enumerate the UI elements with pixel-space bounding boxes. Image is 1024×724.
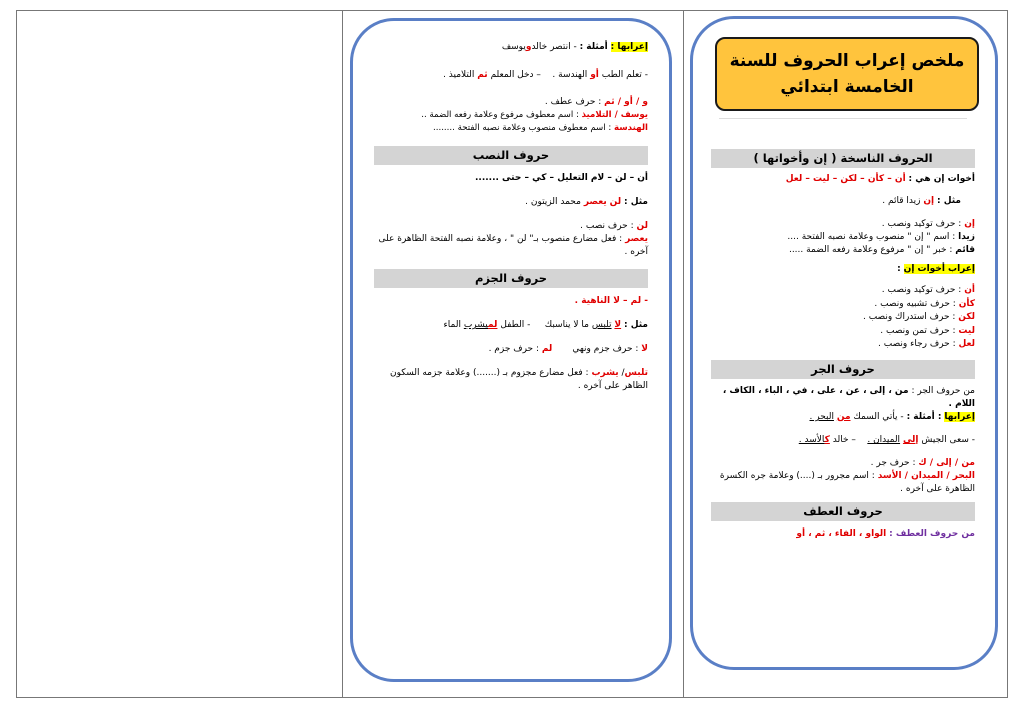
nasb-irab-1: لن : حرف نصب .: [580, 221, 648, 231]
sister-irab-item: أن : حرف توكيد ونصب .: [881, 285, 975, 295]
nasikha-irab-1: إن : حرف توكيد ونصب .: [881, 219, 975, 229]
jarr-examples-line-2: - سعى الجيش إلى الميدان . – خالد كالأسد .: [798, 434, 975, 445]
sister-irab-item: لكن : حرف استدراك ونصب .: [862, 312, 975, 323]
jazm-list: - لم – لا الناهية .: [574, 296, 648, 306]
section-heading-nasikha: الحروف الناسخة ( إن وأخواتها ): [711, 149, 975, 168]
jarr-irab-2: البحر / الميدان / الأسد : اسم مجرور بـ (....) وعلامة جره الكسرة الظاهرة على آخره .: [719, 470, 975, 494]
section-heading-jarr: حروف الجر: [711, 360, 975, 379]
column-divider-right: [683, 10, 684, 698]
atf-examples-line-2: - تعلم الطب أو الهندسة . – دخل المعلم ثم التلاميذ .: [443, 70, 648, 80]
section-heading-atf: حروف العطف: [711, 502, 975, 521]
title-line-1: ملخص إعراب الحروف للسنة: [729, 51, 965, 71]
jarr-irab-1: من / إلى / ك : حرف جر .: [870, 457, 975, 468]
right-panel-content: [711, 118, 975, 541]
jarr-examples-line: إعرابها : أمثلة : - يأتي السمك من البحر .: [809, 411, 975, 422]
nasikha-irab-3: قائم : خبر " إن " مرفوع وعلامة رفعه الضمة .....: [788, 245, 975, 255]
section-heading-nasb: حروف النصب: [374, 146, 648, 165]
sisters-irab-heading: إعراب أخوات إن :: [897, 264, 975, 274]
sisters-irab-list: [711, 284, 975, 352]
section-heading-jazm: حروف الجزم: [374, 269, 648, 288]
atf-irab-3: الهندسة : اسم معطوف منصوب وعلامة نصبه الفتحة ........: [433, 123, 648, 133]
middle-panel-content: [374, 41, 648, 393]
jazm-examples: مثل : لا تلبس ما لا يناسبك - الطفل لميشرب الماء: [443, 320, 648, 330]
jazm-irab-1: لا : حرف جزم ونهي لم : حرف جزم .: [488, 344, 648, 354]
nasb-list: أن – لن – لام التعليل – كي – حتى .......: [474, 173, 648, 183]
atf-examples-line: إعرابها : أمثلة : - انتصر خالدويوسف: [501, 42, 648, 52]
atf-list: من حروف العطف : الواو ، الفاء ، ثم ، أو: [796, 528, 975, 539]
nasikha-sisters-line: أخوات إن هي : أن – كأن – لكن – ليت – لعل: [785, 174, 975, 184]
jarr-list: من حروف الجر : من ، إلى ، عن ، على ، في ، الباء ، الكاف ، اللام .: [722, 385, 975, 409]
nasb-irab-2: يعصر : فعل مضارع منصوب بـ" لن " ، وعلامة نصبه الفتحة الظاهرة على آخره .: [378, 234, 648, 257]
nasikha-irab-2: زيدا : اسم " إن " منصوب وعلامة نصبه الفتحة ....: [787, 232, 975, 242]
sister-irab-item: لعل : حرف رجاء ونصب .: [878, 339, 975, 350]
atf-irab-1: و / أو / ثم : حرف عطف .: [544, 97, 648, 107]
nasb-example: مثل : لن يعصر محمد الزيتون .: [525, 197, 648, 207]
sister-irab-item: ليت : حرف تمن ونصب .: [880, 325, 975, 336]
separator: [719, 118, 967, 119]
sister-irab-item: كأن : حرف تشبيه ونصب .: [874, 298, 975, 309]
nasikha-example: مثل : إن زيدا قائم .: [882, 196, 961, 206]
column-divider-left: [342, 10, 343, 698]
document-title: [715, 37, 979, 111]
title-line-2: الخامسة ابتدائي: [780, 77, 914, 97]
atf-irab-2: يوسف / التلاميذ : اسم معطوف مرفوع وعلامة رفعه الضمة ..: [421, 110, 648, 120]
jazm-irab-2: تلبس/ يشرب : فعل مضارع مجزوم بـ (.......) وعلامة جزمه السكون الظاهر على آخره .: [389, 368, 648, 391]
